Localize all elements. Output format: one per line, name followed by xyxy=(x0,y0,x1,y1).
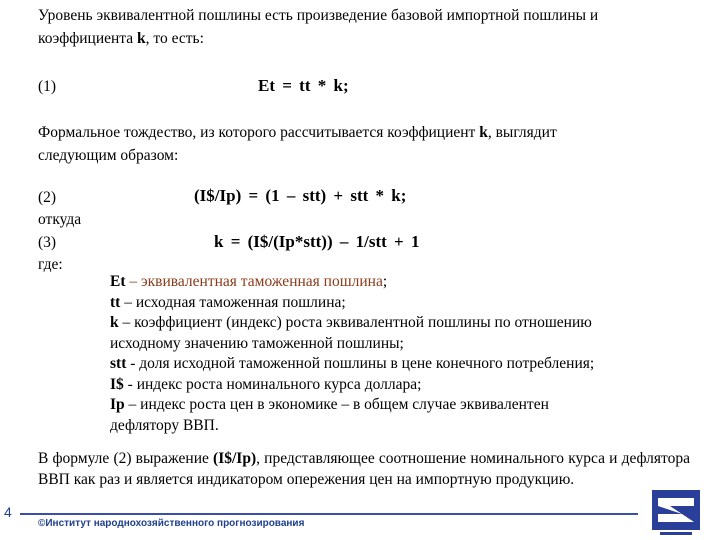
identity-paragraph xyxy=(38,121,698,167)
formula-1: Et = tt * k; xyxy=(258,76,349,95)
definitions-list xyxy=(110,272,700,436)
page-number: 4 xyxy=(4,504,12,520)
institute-logo-icon xyxy=(650,488,702,538)
conclusion-expression: (I$/Ip) xyxy=(213,450,257,467)
definition-text: исходному значению таможенной пошлины; xyxy=(110,334,404,352)
definition-text: - индекс роста номинального курса доллара; xyxy=(123,375,422,393)
definition-text: – эквивалентная таможенная пошлина xyxy=(125,273,383,290)
definition-term: stt xyxy=(110,355,127,372)
definition-text: дефлятору ВВП. xyxy=(110,416,219,434)
definition-term: Et xyxy=(110,273,126,290)
intro-paragraph xyxy=(38,4,698,50)
conclusion-paragraph xyxy=(38,448,690,490)
k-term: k xyxy=(479,124,488,141)
definition-term: I$ xyxy=(110,375,124,393)
definition-text: – исходная таможенная пошлина; xyxy=(120,293,346,311)
definition-item xyxy=(110,272,700,293)
whence-label: откуда xyxy=(38,211,82,228)
definition-item xyxy=(110,313,700,334)
formula-2-number: (2) xyxy=(38,189,57,206)
definition-item xyxy=(110,375,700,396)
definition-text: - доля исходной таможенной пошлины в цене конечного потребления; xyxy=(126,355,595,372)
definition-suffix: ; xyxy=(382,273,388,290)
definition-term: k xyxy=(110,314,119,331)
identity-text-end: , выглядит xyxy=(487,124,557,141)
formula-1-number: (1) xyxy=(38,78,57,95)
definition-item xyxy=(110,395,700,416)
definition-item xyxy=(110,416,700,437)
conclusion-text: В формуле (2) выражение xyxy=(38,450,214,467)
intro-line-2 xyxy=(38,27,698,50)
identity-line-2: следующим образом: xyxy=(38,147,179,164)
intro-line-1: Уровень эквивалентной пошлины есть произведение базовой импортной пошлины и xyxy=(38,7,599,24)
definition-item xyxy=(110,354,700,375)
definition-item xyxy=(110,293,700,314)
formula-2: (I$/Ip) = (1 – stt) + stt * k; xyxy=(194,186,407,205)
definition-item xyxy=(110,334,700,355)
where-label: где: xyxy=(38,256,63,273)
formula-3-number: (3) xyxy=(38,234,57,251)
definition-text: – индекс роста цен в экономике – в общем случае эквивалентен xyxy=(124,396,549,413)
definition-term: tt xyxy=(110,293,121,311)
footer-divider xyxy=(20,513,638,515)
identity-text: Формальное тождество, из которого рассчитывается коэффициент xyxy=(38,124,480,141)
footer-copyright: ©Институт народнохозяйственного прогнозирования xyxy=(38,518,305,529)
k-term: k xyxy=(137,30,146,47)
identity-line-1 xyxy=(38,121,698,144)
intro-text-end: , то есть: xyxy=(145,30,204,47)
conclusion-text-end: , представляющее соотношение номинального курса и дефлятора ВВП как раз и является индикатором опережения цен на импортную продукцию. xyxy=(38,450,690,488)
definition-term: Ip xyxy=(110,396,125,413)
definition-text: – коэффициент (индекс) роста эквивалентной пошлины по отношению xyxy=(118,314,592,331)
intro-text: коэффициента xyxy=(38,30,138,47)
formula-3: k = (I$/(Ip*stt)) – 1/stt + 1 xyxy=(214,232,420,251)
